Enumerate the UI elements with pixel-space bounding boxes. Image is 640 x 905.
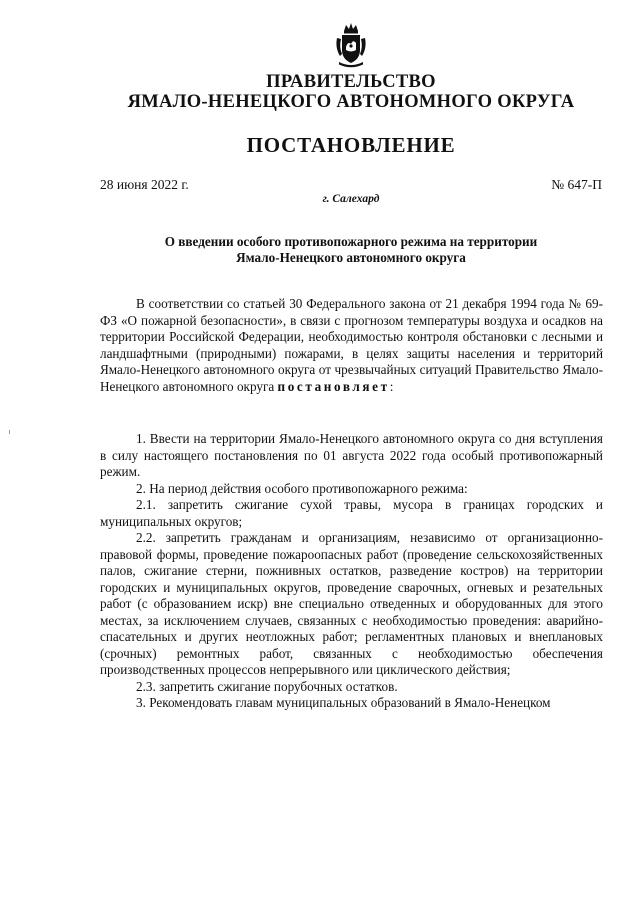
government-name-line2: ЯМАЛО-НЕНЕЦКОГО АВТОНОМНОГО ОКРУГА xyxy=(127,92,575,112)
clause-item: 2.2. запретить гражданам и организациям, независимо от организационно-правовой формы, проведение пожароопасных работ (проведение сельскохозяйственных палов, сжигание стерни, пожнивных остатков, разведение костров) на территории городских и муниципальных округов, проведение сварочных, огневых и резательных работ (с образованием искр) вне специально отведенных и оборудованных для этого местах, за исключением случаев, связанных с необходимостью проведения: аварийно-спасательных и других неотложных работ; регламентных плановых и внеплановых (срочных) ремонтных работ, связанных с необходимостью обеспечения производственных процессов непрерывного или циклического действия; xyxy=(100,530,603,677)
government-name-line1: ПРАВИТЕЛЬСТВО xyxy=(266,72,436,92)
subject-line1: О введении особого противопожарного режима на территории xyxy=(164,234,538,249)
intro-end: : xyxy=(389,378,394,394)
document-type: ПОСТАНОВЛЕНИЕ xyxy=(246,133,456,157)
document-subject xyxy=(80,234,622,266)
subject-line2: Ямало-Ненецкого автономного округа xyxy=(236,250,466,265)
intro-keyword: постановляет xyxy=(277,378,390,394)
clauses-list xyxy=(100,431,603,712)
scan-margin-mark xyxy=(9,430,10,434)
clause-item: 2. На период действия особого противопожарного режима: xyxy=(136,480,468,496)
intro-text: В соответствии со статьей 30 Федерального закона от 21 декабря 1994 года № 69-ФЗ «О пожарной безопасности», в связи с прогнозом температуры воздуха и осадков на территории Российской Федерации, необходимостью контроля обстановки с лесными и ландшафтными (природными) пожарами, в целях защиты населения и территорий Ямало-Ненецкого автономного округа от чрезвычайных ситуаций Правительство Ямало-Ненецкого автономного округа xyxy=(100,296,603,394)
clause-item: 2.3. запретить сжигание порубочных остатков. xyxy=(136,678,398,694)
document-city: г. Салехард xyxy=(322,193,380,205)
intro-paragraph xyxy=(100,296,603,395)
clause-item: 1. Ввести на территории Ямало-Ненецкого автономного округа со дня вступления в силу настоящего постановления по 01 августа 2022 года особый противопожарный режим. xyxy=(100,431,603,479)
document-number: № 647-П xyxy=(551,177,602,192)
coat-of-arms-icon xyxy=(334,22,368,68)
document-date: 28 июня 2022 г. xyxy=(100,177,189,192)
clause-item: 3. Рекомендовать главам муниципальных образований в Ямало-Ненецком xyxy=(136,695,551,710)
clause-item: 2.1. запретить сжигание сухой травы, мусора в границах городских и муниципальных округов; xyxy=(100,497,603,529)
